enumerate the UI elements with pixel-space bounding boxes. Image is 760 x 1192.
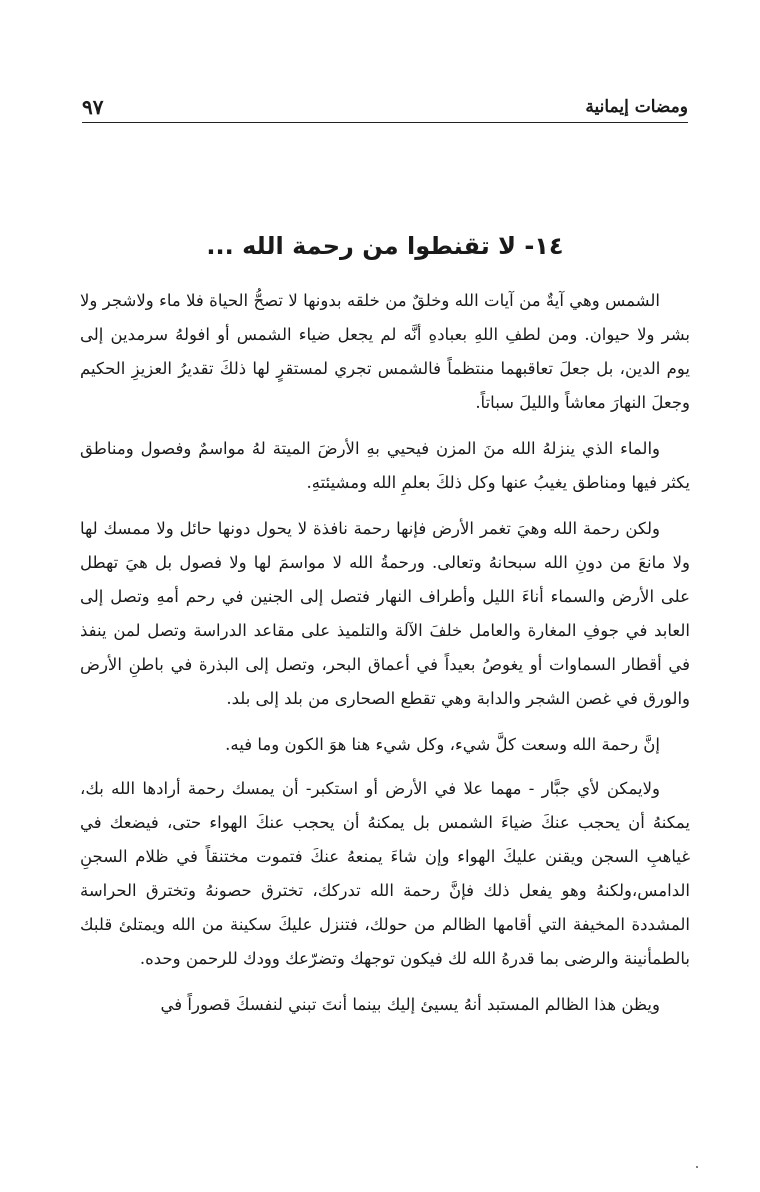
paragraph-3: ولكن رحمة الله وهيَ تغمر الأرض فإنها رحمة نافذة لا يحول دونها حائل ولا ممسك لها ولا مانعَ من دونِ الله سبحانهُ وتعالى. ورحمةُ الله لا مواسمَ لها ولا فصول بل هيَ تهطل على الأرض والسماء أناءَ الليل وأطراف النهار فتصل إلى الجنين في رحم أمهِ وتصل إلى العابد في جوفِ المغارة والعامل خلفَ الآلة والتلميذ على مقاعد الدراسة وتصل لمن ينفذ في أقطار السماوات أو يغوصُ بعيداً في أعماق البحر، وتصل إلى البذرة في باطنِ الأرض والورق في غصن الشجر والدابة وهي تقطع الصحارى من بلد إلى بلد. — [80, 519, 690, 708]
page-number: ٩٧ — [82, 95, 104, 119]
print-speck — [696, 1166, 698, 1168]
paragraph-2: والماء الذي ينزلهُ الله منَ المزن فيحيي بهِ الأرضَ الميتة لهُ مواسمٌ وفصول ومناطق يكثر فيها ومناطق يغيبُ عنها وكل ذلكَ بعلمِ الله ومشيئتهِ. — [80, 439, 690, 492]
body-text — [80, 284, 690, 1034]
chapter-title: ١٤- لا تقنطوا من رحمة الله ... — [206, 232, 564, 260]
paragraph-5: ولايمكن لأي جبَّار - مهما علا في الأرض أو استكبر- أن يمسك رحمة أرادها الله بك، يمكنهُ أن يحجب عنكَ ضياءَ الشمس بل يمكنهُ أن يحجب عنكَ الهواء حتى، فيضعك في غياهبِ السجن ويقنن عليكَ الهواء وإن شاءَ يمنعهُ عنكَ فتموت مختنقاً في ظلام السجنِ الدامس،ولكنهُ وهو يفعل ذلك فإنَّ رحمة الله تدركك، تخترق حصونهُ وتخترق الحراسة المشددة المخيفة التي أقامها الظالم من حولك، فتنزل عليكَ سكينة من الله ويمتلئ قلبك بالطمأنينة والرضى بما قدرهُ الله لك فيكون توجهك وتضرّعك وودك للرحمن وحده. — [80, 779, 690, 968]
paragraph-4: إنَّ رحمة الله وسعت كلَّ شيء، وكل شيء هنا هوَ الكون وما فيه. — [225, 735, 660, 754]
running-header — [82, 94, 688, 120]
paragraph-1: الشمس وهي آيةٌ من آيات الله وخلقٌ من خلقه بدونها لا تصحُّ الحياة فلا ماء ولاشجر ولا بشر ولا حيوان. ومن لطفِ اللهِ بعبادهِ أنَّه لم يجعل ضياء الشمس أو افولهُ سرمدين إلى يوم الدين، بل جعلَ تعاقبهما منتظماً فالشمس تجري لمستقرٍ لها ذلكَ تقديرُ العزيزِ الحكيم وجعلَ النهارَ معاشاً والليلَ سباتاً. — [80, 291, 690, 412]
paragraph-6: ويظن هذا الظالم المستبد أنهُ يسيئ إليك بينما أنتَ تبني لنفسكَ قصوراً في — [160, 995, 660, 1014]
header-divider — [82, 122, 688, 123]
running-header-title: ومضات إيمانية — [585, 97, 688, 117]
